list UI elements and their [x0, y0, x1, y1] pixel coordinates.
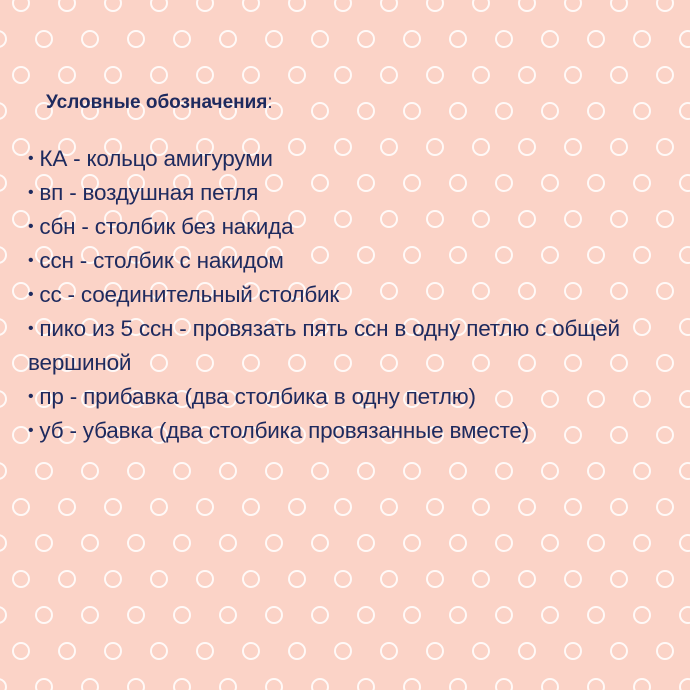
pattern-circle: [680, 679, 690, 690]
pattern-circle: [381, 0, 397, 11]
legend-item-text: пр - прибавка (два столбика в одну петлю): [39, 384, 476, 409]
pattern-circle: [335, 571, 351, 587]
pattern-circle: [105, 0, 121, 11]
legend-item: [28, 244, 668, 278]
pattern-circle: [82, 463, 98, 479]
pattern-circle: [151, 67, 167, 83]
pattern-circle: [634, 679, 650, 690]
pattern-circle: [680, 391, 690, 407]
pattern-circle: [151, 571, 167, 587]
pattern-circle: [473, 643, 489, 659]
pattern-circle: [174, 535, 190, 551]
legend-list: [28, 142, 668, 448]
pattern-circle: [427, 571, 443, 587]
pattern-circle: [519, 0, 535, 11]
pattern-circle: [450, 535, 466, 551]
pattern-circle: [13, 139, 29, 155]
pattern-circle: [197, 67, 213, 83]
pattern-circle: [542, 31, 558, 47]
legend-item-text: ссн - столбик с накидом: [39, 248, 284, 273]
pattern-circle: [680, 463, 690, 479]
pattern-circle: [197, 643, 213, 659]
pattern-circle: [404, 463, 420, 479]
pattern-circle: [588, 31, 604, 47]
pattern-circle: [151, 499, 167, 515]
legend-item-text: вп - воздушная петля: [39, 180, 259, 205]
pattern-circle: [197, 0, 213, 11]
pattern-circle: [496, 679, 512, 690]
pattern-circle: [335, 499, 351, 515]
pattern-circle: [519, 643, 535, 659]
pattern-circle: [634, 31, 650, 47]
pattern-circle: [243, 643, 259, 659]
pattern-circle: [13, 499, 29, 515]
pattern-circle: [657, 643, 673, 659]
pattern-circle: [220, 607, 236, 623]
pattern-circle: [13, 67, 29, 83]
bullet-icon: •: [28, 422, 34, 439]
pattern-circle: [358, 679, 374, 690]
pattern-circle: [289, 571, 305, 587]
pattern-circle: [450, 679, 466, 690]
pattern-circle: [128, 607, 144, 623]
pattern-circle: [220, 679, 236, 690]
pattern-circle: [289, 0, 305, 11]
pattern-circle: [312, 463, 328, 479]
pattern-circle: [611, 571, 627, 587]
pattern-circle: [13, 571, 29, 587]
pattern-circle: [128, 535, 144, 551]
pattern-circle: [473, 67, 489, 83]
pattern-circle: [36, 463, 52, 479]
pattern-circle: [243, 0, 259, 11]
pattern-circle: [59, 571, 75, 587]
pattern-circle: [634, 535, 650, 551]
pattern-circle: [565, 571, 581, 587]
pattern-circle: [0, 679, 6, 690]
pattern-circle: [680, 31, 690, 47]
pattern-circle: [358, 463, 374, 479]
bullet-icon: •: [28, 184, 34, 201]
pattern-circle: [13, 0, 29, 11]
legend-item: [28, 380, 668, 414]
pattern-circle: [13, 211, 29, 227]
pattern-circle: [404, 31, 420, 47]
legend-item: [28, 312, 668, 380]
pattern-circle: [404, 535, 420, 551]
pattern-circle: [680, 247, 690, 263]
pattern-circle: [634, 607, 650, 623]
pattern-circle: [404, 679, 420, 690]
pattern-circle: [59, 0, 75, 11]
pattern-circle: [473, 571, 489, 587]
pattern-circle: [36, 31, 52, 47]
pattern-circle: [0, 391, 6, 407]
pattern-circle: [588, 463, 604, 479]
pattern-circle: [404, 607, 420, 623]
legend-item-text: сс - соединительный столбик: [39, 282, 340, 307]
pattern-circle: [381, 67, 397, 83]
pattern-circle: [381, 643, 397, 659]
pattern-circle: [519, 499, 535, 515]
pattern-circle: [519, 67, 535, 83]
pattern-circle: [427, 67, 443, 83]
pattern-circle: [220, 535, 236, 551]
pattern-circle: [197, 499, 213, 515]
pattern-circle: [266, 463, 282, 479]
pattern-circle: [496, 31, 512, 47]
pattern-circle: [611, 67, 627, 83]
pattern-circle: [59, 67, 75, 83]
pattern-circle: [174, 463, 190, 479]
pattern-circle: [266, 607, 282, 623]
pattern-circle: [128, 463, 144, 479]
pattern-circle: [312, 31, 328, 47]
pattern-circle: [289, 67, 305, 83]
pattern-circle: [312, 679, 328, 690]
legend-item: [28, 142, 668, 176]
pattern-circle: [335, 643, 351, 659]
legend-card: [28, 88, 668, 448]
pattern-circle: [680, 535, 690, 551]
pattern-circle: [450, 31, 466, 47]
legend-item: [28, 210, 668, 244]
pattern-circle: [312, 607, 328, 623]
pattern-circle: [542, 463, 558, 479]
pattern-circle: [174, 607, 190, 623]
pattern-circle: [588, 607, 604, 623]
pattern-circle: [59, 499, 75, 515]
pattern-circle: [197, 571, 213, 587]
pattern-circle: [36, 535, 52, 551]
pattern-circle: [381, 571, 397, 587]
pattern-circle: [0, 103, 6, 119]
pattern-circle: [13, 355, 29, 371]
pattern-circle: [243, 67, 259, 83]
pattern-circle: [588, 535, 604, 551]
pattern-circle: [0, 175, 6, 191]
pattern-circle: [220, 31, 236, 47]
pattern-circle: [0, 535, 6, 551]
pattern-circle: [611, 0, 627, 11]
pattern-circle: [335, 67, 351, 83]
pattern-circle: [381, 499, 397, 515]
pattern-circle: [36, 679, 52, 690]
pattern-circle: [450, 607, 466, 623]
pattern-circle: [657, 571, 673, 587]
pattern-circle: [105, 67, 121, 83]
bullet-icon: •: [28, 218, 34, 235]
pattern-circle: [496, 463, 512, 479]
pattern-circle: [657, 499, 673, 515]
pattern-circle: [0, 607, 6, 623]
pattern-circle: [358, 31, 374, 47]
pattern-circle: [105, 571, 121, 587]
pattern-circle: [220, 463, 236, 479]
pattern-circle: [450, 463, 466, 479]
pattern-circle: [174, 679, 190, 690]
pattern-circle: [358, 607, 374, 623]
pattern-circle: [243, 571, 259, 587]
bullet-icon: •: [28, 320, 34, 337]
pattern-circle: [565, 499, 581, 515]
pattern-circle: [266, 31, 282, 47]
bullet-icon: •: [28, 252, 34, 269]
pattern-circle: [519, 571, 535, 587]
pattern-circle: [266, 535, 282, 551]
pattern-circle: [542, 535, 558, 551]
bullet-icon: •: [28, 286, 34, 303]
pattern-circle: [82, 607, 98, 623]
pattern-circle: [680, 319, 690, 335]
pattern-circle: [657, 67, 673, 83]
pattern-circle: [496, 535, 512, 551]
legend-item-text: КА - кольцо амигуруми: [39, 146, 273, 171]
pattern-circle: [0, 31, 6, 47]
pattern-circle: [680, 607, 690, 623]
legend-item-text: сбн - столбик без накида: [39, 214, 294, 239]
pattern-circle: [542, 607, 558, 623]
pattern-circle: [128, 31, 144, 47]
pattern-circle: [565, 0, 581, 11]
pattern-circle: [542, 679, 558, 690]
pattern-circle: [657, 0, 673, 11]
legend-item: [28, 176, 668, 210]
legend-heading-colon: :: [267, 92, 273, 113]
bullet-icon: •: [28, 388, 34, 405]
pattern-circle: [82, 31, 98, 47]
legend-item-text: пико из 5 ссн - провязать пять ссн в одну петлю с общей вершиной: [28, 316, 620, 375]
pattern-circle: [680, 103, 690, 119]
pattern-circle: [0, 247, 6, 263]
pattern-circle: [473, 0, 489, 11]
pattern-circle: [105, 643, 121, 659]
pattern-circle: [128, 679, 144, 690]
pattern-circle: [565, 67, 581, 83]
pattern-circle: [243, 499, 259, 515]
bullet-icon: •: [28, 150, 34, 167]
pattern-circle: [59, 643, 75, 659]
pattern-circle: [0, 463, 6, 479]
pattern-circle: [358, 535, 374, 551]
pattern-circle: [611, 643, 627, 659]
pattern-circle: [13, 427, 29, 443]
pattern-circle: [82, 535, 98, 551]
pattern-circle: [266, 679, 282, 690]
legend-heading: [46, 88, 668, 118]
legend-heading-text: Условные обозначения: [46, 92, 268, 113]
legend-item: [28, 278, 668, 312]
pattern-circle: [36, 607, 52, 623]
pattern-circle: [151, 643, 167, 659]
pattern-circle: [634, 463, 650, 479]
legend-item: [28, 414, 668, 448]
pattern-circle: [427, 0, 443, 11]
pattern-circle: [312, 535, 328, 551]
legend-item-text: уб - убавка (два столбика провязанные вместе): [39, 418, 530, 443]
pattern-circle: [611, 499, 627, 515]
pattern-circle: [13, 643, 29, 659]
pattern-circle: [105, 499, 121, 515]
pattern-circle: [0, 319, 6, 335]
pattern-circle: [427, 643, 443, 659]
pattern-circle: [565, 643, 581, 659]
pattern-circle: [82, 679, 98, 690]
pattern-circle: [13, 283, 29, 299]
pattern-circle: [588, 679, 604, 690]
pattern-circle: [151, 0, 167, 11]
pattern-circle: [335, 0, 351, 11]
pattern-circle: [289, 499, 305, 515]
pattern-circle: [174, 31, 190, 47]
pattern-circle: [427, 499, 443, 515]
pattern-circle: [289, 643, 305, 659]
pattern-circle: [496, 607, 512, 623]
pattern-circle: [680, 175, 690, 191]
pattern-circle: [473, 499, 489, 515]
